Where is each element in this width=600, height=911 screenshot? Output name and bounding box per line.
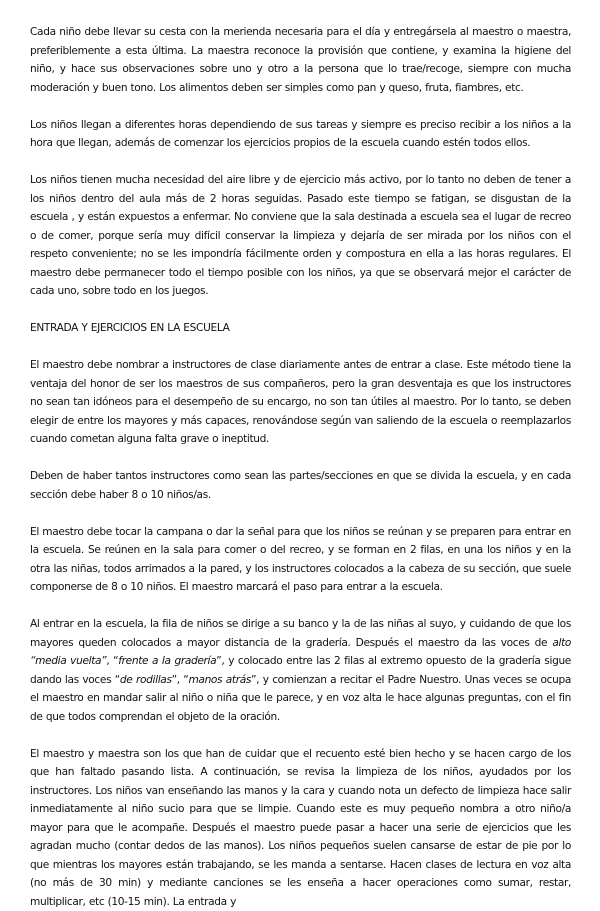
paragraph-entrada-italic-1: alto “media vuelta” bbox=[30, 637, 571, 668]
paragraph-recuento: El maestro y maestra son los que han de cuidar que el recuento esté bien hecho y se hacen cargo de los que han faltado pasando lista. A continuación, se revisa la limpieza de los niños, ayudados por los instructores. Los niños van enseñando las manos y la cara y cuando nota un defecto de limpieza hace salir inmediatamente al niño sucio para que se limpie. Cuando este es muy pequeño nombra a otro niño/a mayor para que le acompañe. Después el maestro puede pasar a hacer una serie de ejercicios que les agradan mucho (contar dedos de las manos). Los niños pequeños suelen cansarse de estar de pie por lo que mientras los mayores están trabajando, se les manda a sentarse. Hacen clases de lectura en voz alta (no más de 30 min) y mediante canciones se les enseña a hacer operaciones como sumar, restar, multiplicar, etc (10-15 min). La entrada y bbox=[30, 745, 571, 911]
paragraph-entrada-text-1: Al entrar en la escuela, la fila de niños se dirige a su banco y la de las niñas al suyo, y cuidando de que los mayores queden colocados a mayor distancia de la gradería. Después el maestro da las voces de bbox=[30, 618, 571, 649]
paragraph-aire-libre: Los niños tienen mucha necesidad del aire libre y de ejercicio más activo, por lo tanto no deben de tener a los niños dentro del aula más de 2 horas seguidas. Pasado este tiempo se fatigan, se disgustan de la escuela , y están expuestos a enfermar. No conviene que la sala destinada a escuela sea el lugar de recreo o de comer, porque sería muy difícil conservar la limpieza y dejaría de ser mirada por los niños con el respeto conveniente; no se les impondría fácilmente orden y compostura en ella a las horas regulares. El maestro debe permanecer todo el tiempo posible con los niños, ya que se observará mejor el carácter de cada uno, sobre todo en los juegos. bbox=[30, 171, 571, 301]
paragraph-campana: El maestro debe tocar la campana o dar la señal para que los niños se reúnan y se preparen para entrar en la escuela. Se reúnen en la sala para comer o del recreo, y se forman en 2 filas, en una los niños y en la otra las niñas, todos arrimados a la pared, y los instructores colocados a la cabeza de su sección, que suele componerse de 8 o 10 niños. El maestro marcará el paso para entrar a la escuela. bbox=[30, 523, 571, 597]
paragraph-entrada-text-5: ”, y comienzan a recitar el Padre Nuestro. Unas veces se ocupa el maestro en mandar salir al niño o niña que le parece, y en voz alta le hace algunas preguntas, con el fin de que todos comprendan el objeto de la oración. bbox=[30, 674, 571, 723]
paragraph-entrada-italic-3: de rodillas bbox=[120, 674, 172, 686]
paragraph-entrada-text-2: , “ bbox=[106, 655, 118, 667]
paragraph-secciones: Deben de haber tantos instructores como sean las partes/secciones en que se divida la escuela, y en cada sección debe haber 8 o 10 niños/as. bbox=[30, 467, 571, 504]
paragraph-entrada-italic-2: frente a la gradería bbox=[118, 655, 216, 667]
paragraph-entrada-text-3: ”, y colocado entre las 2 filas al extremo opuesto de la gradería sigue dando las voces “ bbox=[30, 655, 571, 686]
paragraph-instructores: El maestro debe nombrar a instructores de clase diariamente antes de entrar a clase. Este método tiene la ventaja del honor de ser los maestros de sus compañeros, pero la gran desventaja es que los instructores no sean tan idóneos para el desempeño de su encargo, no son tan útiles al maestro. Por lo tanto, se deben elegir de entre los mayores y más capaces, renovándose según van saliendo de la escuela o reemplazarlos cuando cometan alguna falta grave o ineptitud. bbox=[30, 356, 571, 449]
paragraph-entrada-text-4: ”, “ bbox=[172, 674, 189, 686]
document-page bbox=[30, 23, 571, 911]
paragraph-llegada: Los niños llegan a diferentes horas dependiendo de sus tareas y siempre es preciso recibir a los niños a la hora que llegan, además de comenzar los ejercicios propios de la escuela cuando estén todos ellos. bbox=[30, 116, 571, 153]
paragraph-entrada-italic-4: manos atrás bbox=[188, 674, 251, 686]
paragraph-merienda: Cada niño debe llevar su cesta con la merienda necesaria para el día y entregársela al maestro o maestra, preferiblemente a esta última. La maestra reconoce la provisión que contiene, y examina la higiene del niño, y hace sus observaciones sobre uno y otro a la persona que lo trae/recoge, siempre con mucha moderación y buen tono. Los alimentos deben ser simples como pan y queso, fruta, fiambres, etc. bbox=[30, 23, 571, 97]
section-heading: ENTRADA Y EJERCICIOS EN LA ESCUELA bbox=[30, 319, 571, 338]
paragraph-entrada bbox=[30, 615, 571, 726]
